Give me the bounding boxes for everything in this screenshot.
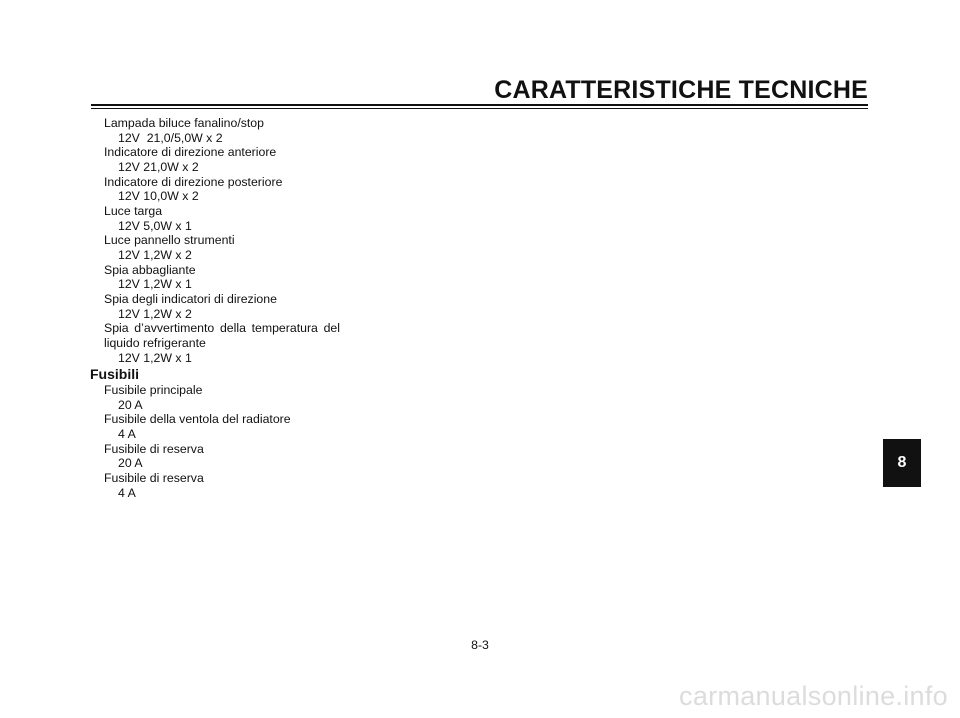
spec-value: 20 A [118, 397, 143, 412]
spec-word: della [219, 321, 246, 336]
spec-value: 12V 1,2W x 1 [118, 277, 192, 292]
spec-label: Fusibile della ventola del radiatore [104, 412, 291, 427]
spec-value: 12V 21,0W x 2 [118, 159, 199, 174]
page-number: 8-3 [471, 638, 489, 652]
spec-value: 12V 21,0/5,0W x 2 [118, 130, 223, 145]
chapter-tab [883, 439, 921, 487]
spec-word: Spia [104, 321, 129, 336]
spec-label: Fusibile principale [104, 383, 203, 398]
spec-label: liquido refrigerante [104, 335, 206, 350]
spec-value: 4 A [118, 427, 136, 442]
spec-label-justified [90, 321, 340, 336]
spec-word: del [323, 321, 340, 336]
spec-value: 12V 10,0W x 2 [118, 189, 199, 204]
spec-value: 20 A [118, 456, 143, 471]
spec-label: Luce pannello strumenti [104, 233, 235, 248]
spec-label: Spia degli indicatori di direzione [104, 291, 277, 306]
spec-word: d’avvertimento [134, 321, 215, 336]
spec-label: Fusibile di reserva [104, 471, 204, 486]
spec-label: Fusibile di reserva [104, 441, 204, 456]
spec-label: Indicatore di direzione anteriore [104, 145, 277, 160]
spec-word: temperatura [251, 321, 318, 336]
spec-value: 12V 1,2W x 2 [118, 306, 192, 321]
spec-label: Lampada biluce fanalino/stop [104, 116, 264, 130]
chapter-number: 8 [897, 454, 907, 471]
spec-value: 12V 1,2W x 1 [118, 350, 192, 365]
spec-label: Spia abbagliante [104, 262, 196, 277]
spec-value: 12V 1,2W x 2 [118, 247, 192, 262]
spec-value: 12V 5,0W x 1 [118, 218, 192, 233]
spec-list [90, 116, 450, 500]
spec-label: Luce targa [104, 203, 163, 218]
header-rule-thick [91, 104, 868, 106]
page-title: CARATTERISTICHE TECNICHE [494, 76, 868, 104]
watermark: carmanualsonline.info [679, 681, 948, 711]
spec-value: 4 A [118, 485, 136, 500]
spec-label: Indicatore di direzione posteriore [104, 174, 283, 189]
header-rule-thin [91, 108, 868, 109]
section-heading-fuses: Fusibili [90, 366, 139, 383]
